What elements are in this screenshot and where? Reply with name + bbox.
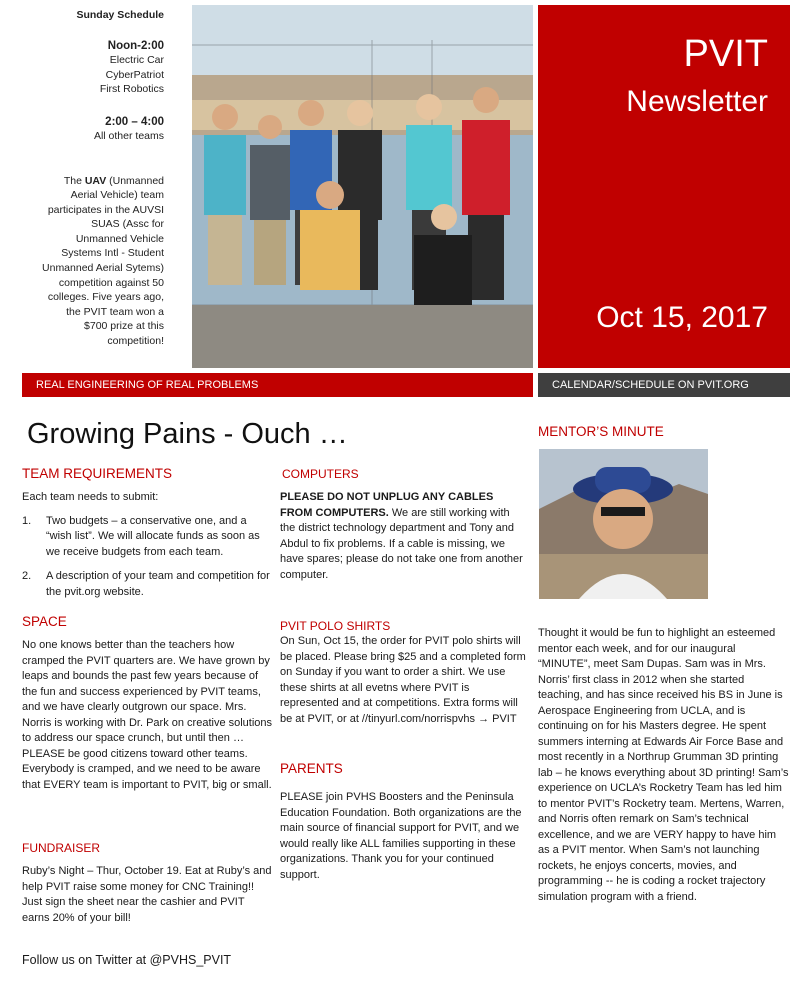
masthead-title: PVIT [683,33,768,75]
masthead-date: Oct 15, 2017 [596,301,768,334]
list-item-number: 1. [22,514,32,527]
schedule-slot2-time: 2:00 – 4:00 [105,115,164,128]
calendar-banner: CALENDAR/SCHEDULE ON PVIT.ORG [538,373,790,397]
twitter-footer: Follow us on Twitter at @PVHS_PVIT [22,953,232,967]
mentor-photo [539,449,708,599]
list-item-text: A description of your team and competition for the pvit.org website. [46,570,270,598]
fundraiser-text: Ruby’s Night – Thur, October 19. Eat at Ruby’s and help PVIT raise some money for CNC Training!! Just sign the sheet near the cashier and PVIT earns 20% of your bill! [22,865,272,924]
space-heading: SPACE [22,614,67,629]
list-item [22,569,274,600]
article-title: Growing Pains - Ouch … [27,418,348,450]
parents-text: PLEASE join PVHS Boosters and the Peninsula Education Foundation. Both organizations are the main source of financial support for PVIT, and we would really like ALL families supporting in these organizations. Thank you for your continued support. [280,791,522,881]
schedule-slot1-time: Noon-2:00 [107,39,164,52]
requirements-list [22,514,274,601]
tagline-banner: REAL ENGINEERING OF REAL PROBLEMS [22,373,533,397]
mentor-heading: MENTOR’S MINUTE [538,424,664,439]
team-photo [192,5,533,368]
uav-prefix: The [63,174,85,187]
uav-text: (Unmanned Aerial Vehicle) team participates in the AUVSI SUAS (Assc for Unmanned Vehicle Systems Intl - Student Unmanned Aerial Sytems) competition against 50 colleges. Five years ago, the PVIT team won a $700 prize at this competition! [42,174,164,348]
schedule-slot1-item: Electric Car [109,54,164,66]
team-requirements-heading: TEAM REQUIREMENTS [22,466,173,481]
schedule-slot2-item: All other teams [93,130,164,142]
masthead-subtitle: Newsletter [626,85,768,118]
computers-heading: COMPUTERS [282,467,359,481]
masthead-title-block [538,5,790,368]
computers-warning: PLEASE DO NOT UNPLUG ANY CABLES FROM COMPUTERS. [280,491,494,519]
polo-text: On Sun, Oct 15, the order for PVIT polo shirts will be placed. Please bring $25 and a completed form on Sunday if you want to order a shirt. We use these shirts at all evetns where PVIT is represented and at competitions. Extra forms will be at PVIT, or at //tinyurl.com/norrispvhs → PVIT [280,635,526,725]
computers-body: We are still working with the district technology department and Tony and Abdul to fix problems. If a cable is missing, we have spares; please do not take one from another computer. [280,506,523,581]
parents-heading: PARENTS [280,761,343,776]
uav-blurb [40,174,164,349]
schedule-heading: Sunday Schedule [76,9,164,21]
schedule-slot1-item: First Robotics [99,83,164,95]
team-requirements-section [22,490,274,609]
space-text: No one knows better than the teachers how cramped the PVIT quarters are. We have grown by leaps and bounds the past few years because of the fun and success experienced by PVIT teams, and we have clearly outgrown our space. Mrs. Norris is working with Dr. Park on creative solutions to address our space crunch, but until then … PLEASE be good citizens toward other teams. Everybody is cramped, and we need to be aware that EVERY team is important to PVIT, big or small. [22,639,273,791]
list-item-text: Two budgets – a conservative one, and a “wish list”. We will allocate funds as soon as we receive budgets from each team. [46,514,260,558]
mentor-text: Thought it would be fun to highlight an esteemed mentor each week, and for our inaugural “MINUTE”, meet Sam Dupas. Sam was in Mrs. Norris’ first class in 2012 when she started teaching, and has since received his BS in June is Aerospace Engineering from UCLA, and is continuing on for his Masters degree. He spent summers interning at Edwards Air Force Base and most recently in a Northrup Grumman 3D printing lab – he knows everything about 3D printing! Sam’s experience on UCLA’s Rocketry Team has led him to mentor PVIT’s Rocketry team. Mertens, Warren, and Norris often remark on Sam’s technical excellence, and we are VERY happy to have him as a PVIT mentor. When Sam’s not launching rockets, he enjoys concerts, movies, and programming -- he is coding a rocket trajectory simulation program with a friend. [538,627,789,903]
sunday-schedule-sidebar [40,8,164,349]
uav-bold: UAV [84,174,107,187]
computers-text [280,490,526,583]
schedule-slot1-item: CyberPatriot [105,68,164,81]
fundraiser-heading: FUNDRAISER [22,841,101,855]
polo-heading: PVIT POLO SHIRTS [280,619,391,633]
list-item [22,514,274,561]
team-requirements-intro: Each team needs to submit: [22,491,159,503]
list-item-number: 2. [22,570,32,582]
